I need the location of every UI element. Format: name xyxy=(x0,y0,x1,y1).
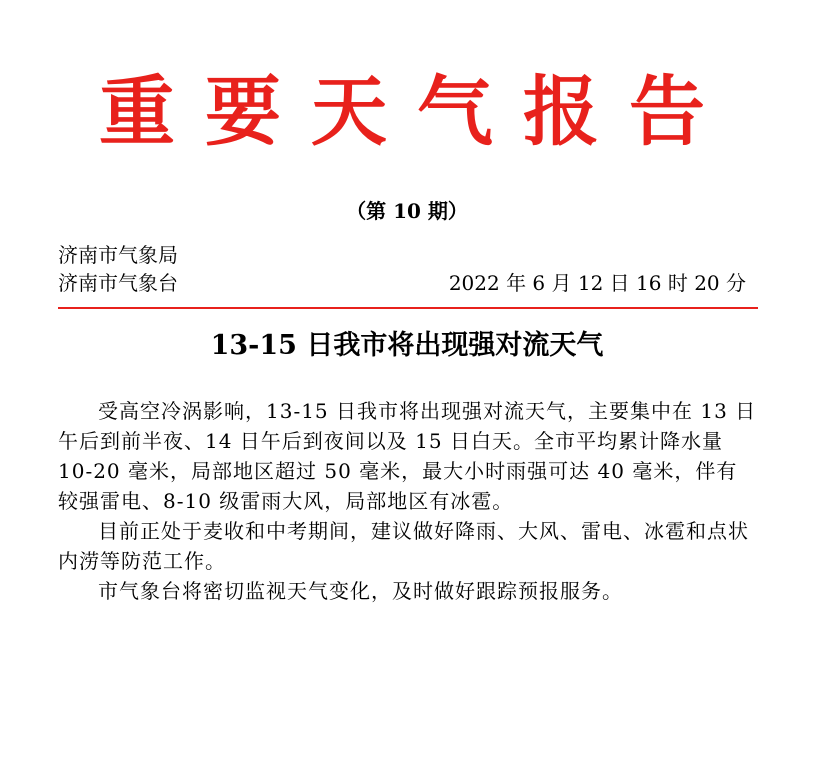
article-paragraph: 受高空冷涡影响，13-15 日我市将出现强对流天气，主要集中在 13 日午后到前半夜、14 日午后到夜间以及 15 日白天。全市平均累计降水量 10-20 毫米，局部地区超过 50 毫米，最大小时雨强可达 40 毫米，伴有较强雷电、8-10 级雷雨大风，局部地区有冰雹。 xyxy=(58,399,757,513)
issue-datetime: 2022 年 6 月 12 日 16 时 20 分 xyxy=(448,271,746,295)
article-paragraph: 目前正处于麦收和中考期间，建议做好降雨、大风、雷电、冰雹和点状内涝等防范工作。 xyxy=(58,519,749,573)
article-body xyxy=(58,396,758,606)
article-paragraph: 市气象台将密切监视天气变化，及时做好跟踪预报服务。 xyxy=(98,579,623,603)
masthead-title: 重要天气报告 xyxy=(99,67,735,156)
red-divider xyxy=(58,307,758,309)
issuing-agency-observatory: 济南市气象台 xyxy=(58,271,178,295)
article-headline: 13-15 日我市将出现强对流天气 xyxy=(210,330,604,361)
issuing-agency-bureau: 济南市气象局 xyxy=(58,243,178,267)
issue-number: （第 10 期） xyxy=(346,199,468,223)
